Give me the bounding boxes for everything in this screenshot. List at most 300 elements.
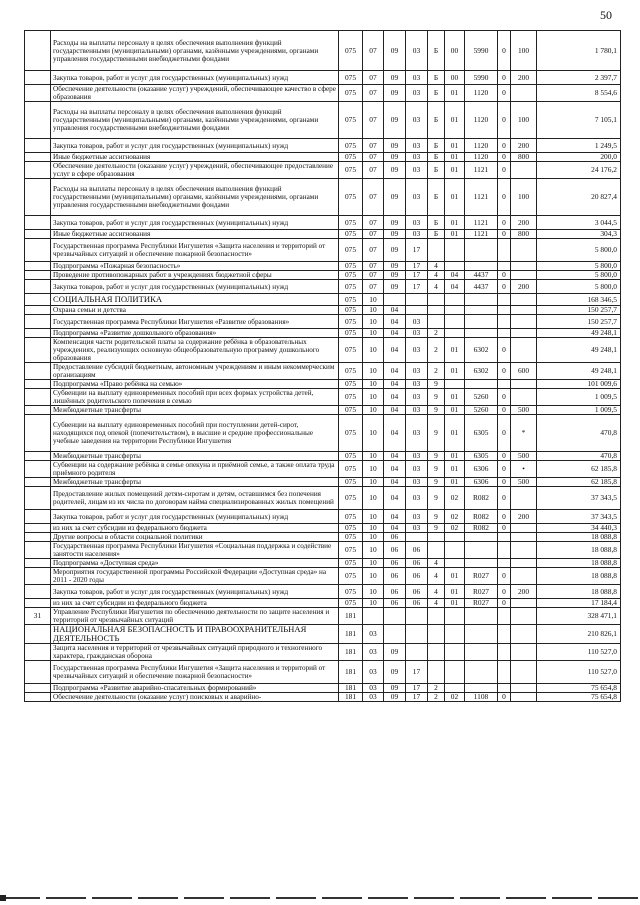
code-cell: 10	[363, 461, 384, 478]
code-cell: 075	[339, 139, 363, 153]
code-cell: 0	[498, 102, 511, 139]
code-cell: 02	[445, 510, 465, 524]
code-cell: 075	[339, 315, 363, 329]
table-row	[25, 608, 621, 625]
code-cell: 075	[339, 31, 363, 71]
code-cell	[428, 661, 445, 684]
amount-cell: 3 044,5	[537, 216, 621, 230]
row-description: Подпрограмма «Развитие дошкольного образования»	[51, 329, 339, 338]
code-cell: 0	[498, 31, 511, 71]
row-description: Закупка товаров, работ и услуг для государственных (муниципальных) нужд	[51, 216, 339, 230]
code-cell	[465, 329, 498, 338]
code-cell: 09	[384, 31, 406, 71]
code-cell: 01	[445, 102, 465, 139]
table-row	[25, 280, 621, 294]
code-cell: 9	[428, 415, 445, 452]
code-cell: 5990	[465, 31, 498, 71]
code-cell: 075	[339, 524, 363, 533]
row-number	[25, 452, 51, 461]
code-cell: 1121	[465, 230, 498, 239]
row-description: Государственная программа Республики Ингушетия «Защита населения и территорий от чрезвычайных ситуаций и обеспечение пожарной безопасности»	[51, 239, 339, 262]
code-cell	[498, 625, 511, 644]
code-cell: 09	[384, 262, 406, 271]
code-cell: 06	[384, 568, 406, 585]
amount-cell: 5 800,0	[537, 271, 621, 280]
code-cell: 07	[363, 71, 384, 85]
code-cell: 600	[511, 363, 537, 380]
code-cell	[428, 294, 445, 306]
row-description: Обеспечение деятельности (оказание услуг) поисковых и аварийно-	[51, 693, 339, 702]
table-row	[25, 162, 621, 179]
code-cell: 1121	[465, 216, 498, 230]
row-description: Межбюджетные трансферты	[51, 406, 339, 415]
amount-cell: 18 088,8	[537, 542, 621, 559]
code-cell: 800	[511, 153, 537, 162]
code-cell: 075	[339, 306, 363, 315]
amount-cell: 7 105,1	[537, 102, 621, 139]
row-description: Субвенции на выплату единовременных пособий при всех формах устройства детей, лишённых родительского попечения в семью	[51, 389, 339, 406]
budget-table	[24, 30, 621, 702]
code-cell: 17	[406, 239, 428, 262]
code-cell: 01	[445, 230, 465, 239]
code-cell: 01	[445, 406, 465, 415]
code-cell: 181	[339, 608, 363, 625]
code-cell: 0	[498, 599, 511, 608]
code-cell: 075	[339, 599, 363, 608]
row-number	[25, 406, 51, 415]
code-cell: 07	[363, 153, 384, 162]
code-cell: 0	[498, 71, 511, 85]
code-cell	[428, 239, 445, 262]
row-number	[25, 363, 51, 380]
row-number	[25, 389, 51, 406]
row-description: Защита населения и территорий от чрезвычайных ситуаций природного и техногенного характера, гражданская оборона	[51, 644, 339, 661]
code-cell: 181	[339, 684, 363, 693]
row-description: Государственная программа Республики Ингушетия «Социальная поддержка и содействие занятости населения»	[51, 542, 339, 559]
code-cell	[384, 294, 406, 306]
code-cell: Б	[428, 102, 445, 139]
row-description: Межбюджетные трансферты	[51, 478, 339, 487]
code-cell	[498, 661, 511, 684]
code-cell: 03	[406, 216, 428, 230]
code-cell: 1121	[465, 179, 498, 216]
code-cell	[511, 162, 537, 179]
amount-cell: 37 343,5	[537, 510, 621, 524]
code-cell: 075	[339, 542, 363, 559]
row-number	[25, 568, 51, 585]
code-cell: 075	[339, 162, 363, 179]
code-cell: 01	[445, 216, 465, 230]
code-cell: 10	[363, 315, 384, 329]
code-cell: 03	[406, 510, 428, 524]
code-cell: 6305	[465, 415, 498, 452]
code-cell	[498, 239, 511, 262]
page-number: 50	[600, 8, 612, 22]
code-cell: 07	[363, 162, 384, 179]
code-cell	[445, 315, 465, 329]
code-cell	[406, 294, 428, 306]
code-cell: 1120	[465, 139, 498, 153]
code-cell: 09	[384, 85, 406, 102]
row-description: Проведение противопожарных работ в учреждениях бюджетной сферы	[51, 271, 339, 280]
code-cell: 6306	[465, 478, 498, 487]
code-cell: 03	[406, 487, 428, 510]
code-cell	[511, 644, 537, 661]
amount-cell: 1 780,1	[537, 31, 621, 71]
code-cell: 1108	[465, 693, 498, 702]
code-cell: 09	[384, 162, 406, 179]
code-cell: 17	[406, 262, 428, 271]
code-cell: Б	[428, 153, 445, 162]
code-cell: 0	[498, 406, 511, 415]
row-description: Мероприятия государственной программы Российской Федерации «Доступная среда» на 2011 - 2020 годы	[51, 568, 339, 585]
code-cell	[465, 542, 498, 559]
code-cell: 06	[406, 542, 428, 559]
code-cell: 075	[339, 406, 363, 415]
code-cell: 07	[363, 271, 384, 280]
code-cell: 04	[384, 389, 406, 406]
code-cell	[498, 380, 511, 389]
table-row	[25, 487, 621, 510]
amount-cell: 18 088,8	[537, 559, 621, 568]
row-number	[25, 239, 51, 262]
code-cell: 10	[363, 380, 384, 389]
code-cell: 07	[363, 102, 384, 139]
code-cell: 9	[428, 461, 445, 478]
code-cell: 075	[339, 71, 363, 85]
code-cell: 04	[384, 406, 406, 415]
row-description: Межбюджетные трансферты	[51, 452, 339, 461]
amount-cell: 1 249,5	[537, 139, 621, 153]
table-row	[25, 693, 621, 702]
code-cell: 03	[406, 153, 428, 162]
code-cell: 04	[384, 461, 406, 478]
table-row	[25, 542, 621, 559]
code-cell	[445, 684, 465, 693]
code-cell: 06	[406, 585, 428, 599]
code-cell: 075	[339, 363, 363, 380]
code-cell: 03	[406, 389, 428, 406]
code-cell: Б	[428, 179, 445, 216]
code-cell: 02	[445, 487, 465, 510]
row-number	[25, 510, 51, 524]
code-cell	[511, 524, 537, 533]
code-cell	[406, 644, 428, 661]
code-cell	[511, 559, 537, 568]
code-cell: 500	[511, 478, 537, 487]
code-cell: R027	[465, 585, 498, 599]
row-number	[25, 478, 51, 487]
code-cell: 0	[498, 280, 511, 294]
code-cell: 181	[339, 661, 363, 684]
table-row	[25, 306, 621, 315]
code-cell: 075	[339, 568, 363, 585]
row-number	[25, 162, 51, 179]
code-cell: 075	[339, 585, 363, 599]
code-cell: 04	[384, 415, 406, 452]
code-cell	[498, 315, 511, 329]
row-description: Субвенции на выплату единовременных пособий при поступлении детей-сирот, находящихся под опекой (попечительством), в высшие и средние профессиональные учебные заведения на территории Республики Ингушетия	[51, 415, 339, 452]
table-row	[25, 294, 621, 306]
code-cell: 03	[406, 85, 428, 102]
amount-cell: 62 185,8	[537, 461, 621, 478]
code-cell: 100	[511, 102, 537, 139]
code-cell: 09	[384, 661, 406, 684]
code-cell: 03	[406, 452, 428, 461]
code-cell	[511, 294, 537, 306]
row-description: Расходы на выплаты персоналу в целях обеспечения выполнения функций государственными (муниципальными) органами, казёнными учреждениями, органами управления государственными внебюджетными фондами	[51, 102, 339, 139]
code-cell: 075	[339, 102, 363, 139]
table-row	[25, 599, 621, 608]
code-cell: 500	[511, 406, 537, 415]
table-row	[25, 85, 621, 102]
code-cell	[498, 533, 511, 542]
row-number	[25, 625, 51, 644]
code-cell: 075	[339, 280, 363, 294]
amount-cell: 328 471,1	[537, 608, 621, 625]
code-cell: 100	[511, 179, 537, 216]
code-cell: 0	[498, 524, 511, 533]
code-cell: 200	[511, 280, 537, 294]
code-cell	[511, 380, 537, 389]
code-cell: 09	[384, 139, 406, 153]
code-cell: 09	[384, 239, 406, 262]
code-cell: 4	[428, 559, 445, 568]
row-description: Подпрограмма «Доступная среда»	[51, 559, 339, 568]
row-number	[25, 338, 51, 363]
code-cell: 0	[498, 179, 511, 216]
row-description: Закупка товаров, работ и услуг для государственных (муниципальных) нужд	[51, 71, 339, 85]
code-cell: 075	[339, 85, 363, 102]
code-cell: 01	[445, 389, 465, 406]
code-cell	[445, 380, 465, 389]
row-description: Обеспечение деятельности (оказание услуг) учреждений, обеспечивающее качество в сфере образования	[51, 85, 339, 102]
table-row	[25, 524, 621, 533]
code-cell: Б	[428, 31, 445, 71]
code-cell: 075	[339, 230, 363, 239]
code-cell: 0	[498, 139, 511, 153]
code-cell	[498, 559, 511, 568]
code-cell: 03	[406, 162, 428, 179]
code-cell: 04	[384, 510, 406, 524]
table-row	[25, 533, 621, 542]
code-cell: 01	[445, 153, 465, 162]
table-row	[25, 461, 621, 478]
code-cell: 03	[406, 363, 428, 380]
row-description: Предоставление жилых помещений детям-сиротам и детям, оставшимся без попечения родителей, лицам из их числа по договорам найма специализированных жилых помещений	[51, 487, 339, 510]
code-cell: 200	[511, 71, 537, 85]
row-number	[25, 306, 51, 315]
code-cell: 9	[428, 380, 445, 389]
table-row	[25, 102, 621, 139]
table-row	[25, 363, 621, 380]
code-cell: 01	[445, 599, 465, 608]
code-cell: 075	[339, 415, 363, 452]
code-cell	[428, 644, 445, 661]
code-cell: 09	[384, 102, 406, 139]
code-cell: 03	[406, 71, 428, 85]
code-cell: 075	[339, 179, 363, 216]
amount-cell: 24 176,2	[537, 162, 621, 179]
code-cell: 03	[406, 139, 428, 153]
code-cell	[511, 271, 537, 280]
code-cell: 03	[406, 31, 428, 71]
table-row	[25, 139, 621, 153]
table-row	[25, 415, 621, 452]
table-row	[25, 271, 621, 280]
code-cell: 09	[384, 684, 406, 693]
row-number	[25, 693, 51, 702]
code-cell: 04	[384, 380, 406, 389]
row-number	[25, 262, 51, 271]
row-description: Управление Республики Ингушетия по обеспечению деятельности по защите населения и территорий от чрезвычайных ситуаций	[51, 608, 339, 625]
row-number	[25, 329, 51, 338]
code-cell	[465, 306, 498, 315]
code-cell: 17	[406, 693, 428, 702]
code-cell: 0	[498, 338, 511, 363]
code-cell: 075	[339, 271, 363, 280]
table-row	[25, 585, 621, 599]
code-cell	[428, 625, 445, 644]
code-cell: 4	[428, 271, 445, 280]
code-cell	[511, 542, 537, 559]
code-cell: 06	[406, 559, 428, 568]
code-cell: 03	[406, 329, 428, 338]
code-cell	[384, 625, 406, 644]
code-cell: 2	[428, 684, 445, 693]
code-cell	[465, 380, 498, 389]
code-cell: 181	[339, 693, 363, 702]
code-cell: 00	[445, 31, 465, 71]
table-row	[25, 625, 621, 644]
amount-cell: 470,8	[537, 415, 621, 452]
code-cell: 9	[428, 478, 445, 487]
code-cell: 04	[384, 338, 406, 363]
code-cell: 5260	[465, 389, 498, 406]
code-cell: 03	[406, 230, 428, 239]
code-cell: 07	[363, 280, 384, 294]
code-cell: 07	[363, 179, 384, 216]
amount-cell: 18 088,8	[537, 568, 621, 585]
amount-cell: 37 343,5	[537, 487, 621, 510]
row-number	[25, 216, 51, 230]
code-cell	[498, 294, 511, 306]
code-cell: 10	[363, 406, 384, 415]
code-cell: 9	[428, 452, 445, 461]
code-cell	[363, 608, 384, 625]
row-number	[25, 71, 51, 85]
code-cell: 075	[339, 389, 363, 406]
code-cell: 0	[498, 216, 511, 230]
code-cell: 075	[339, 380, 363, 389]
amount-cell: 75 654,8	[537, 684, 621, 693]
code-cell: Б	[428, 162, 445, 179]
amount-cell: 34 440,3	[537, 524, 621, 533]
amount-cell: 49 248,1	[537, 363, 621, 380]
row-number: 31	[25, 608, 51, 625]
code-cell: 04	[384, 478, 406, 487]
row-number	[25, 524, 51, 533]
code-cell: 01	[445, 585, 465, 599]
row-number	[25, 415, 51, 452]
code-cell: 04	[384, 524, 406, 533]
code-cell: Б	[428, 216, 445, 230]
code-cell	[498, 684, 511, 693]
row-description: из них за счет субсидии из федерального бюджета	[51, 524, 339, 533]
code-cell: 6302	[465, 363, 498, 380]
code-cell: 0	[498, 389, 511, 406]
code-cell: 06	[384, 599, 406, 608]
code-cell: 03	[406, 524, 428, 533]
code-cell	[445, 306, 465, 315]
row-description: Закупка товаров, работ и услуг для государственных (муниципальных) нужд	[51, 139, 339, 153]
code-cell: 10	[363, 389, 384, 406]
code-cell: 075	[339, 216, 363, 230]
code-cell	[445, 625, 465, 644]
code-cell	[511, 608, 537, 625]
row-description: Государственная программа Республики Ингушетия «Развитие образования»	[51, 315, 339, 329]
code-cell: 01	[445, 162, 465, 179]
amount-cell: 304,3	[537, 230, 621, 239]
row-number	[25, 599, 51, 608]
amount-cell: 5 800,0	[537, 262, 621, 271]
code-cell	[465, 315, 498, 329]
code-cell: 07	[363, 262, 384, 271]
code-cell: 4	[428, 280, 445, 294]
code-cell	[445, 239, 465, 262]
code-cell: 01	[445, 338, 465, 363]
code-cell	[511, 85, 537, 102]
code-cell	[498, 644, 511, 661]
code-cell: 0	[498, 363, 511, 380]
code-cell: 09	[384, 271, 406, 280]
table-row	[25, 338, 621, 363]
code-cell: 0	[498, 478, 511, 487]
code-cell	[445, 559, 465, 568]
code-cell: 17	[406, 280, 428, 294]
amount-cell: 101 009,6	[537, 380, 621, 389]
code-cell	[465, 625, 498, 644]
code-cell	[498, 329, 511, 338]
code-cell	[498, 542, 511, 559]
code-cell: 0	[498, 585, 511, 599]
code-cell: 10	[363, 487, 384, 510]
code-cell: 1120	[465, 153, 498, 162]
bottom-mark	[0, 895, 6, 901]
code-cell: 01	[445, 461, 465, 478]
row-number	[25, 461, 51, 478]
code-cell	[445, 533, 465, 542]
row-number	[25, 153, 51, 162]
code-cell: 6305	[465, 452, 498, 461]
amount-cell: 18 088,8	[537, 533, 621, 542]
code-cell: 075	[339, 294, 363, 306]
code-cell: 01	[445, 363, 465, 380]
code-cell: Б	[428, 85, 445, 102]
table-row	[25, 71, 621, 85]
code-cell: 01	[445, 568, 465, 585]
code-cell: 075	[339, 239, 363, 262]
code-cell: 17	[406, 684, 428, 693]
row-description: Расходы на выплаты персоналу в целях обеспечения выполнения функций государственными (муниципальными) органами, казёнными учреждениями, органами управления государственными внебюджетными фондами	[51, 31, 339, 71]
code-cell	[445, 644, 465, 661]
table-row	[25, 510, 621, 524]
code-cell: 9	[428, 389, 445, 406]
code-cell: 06	[384, 585, 406, 599]
code-cell	[498, 262, 511, 271]
code-cell: 10	[363, 559, 384, 568]
table-row	[25, 389, 621, 406]
